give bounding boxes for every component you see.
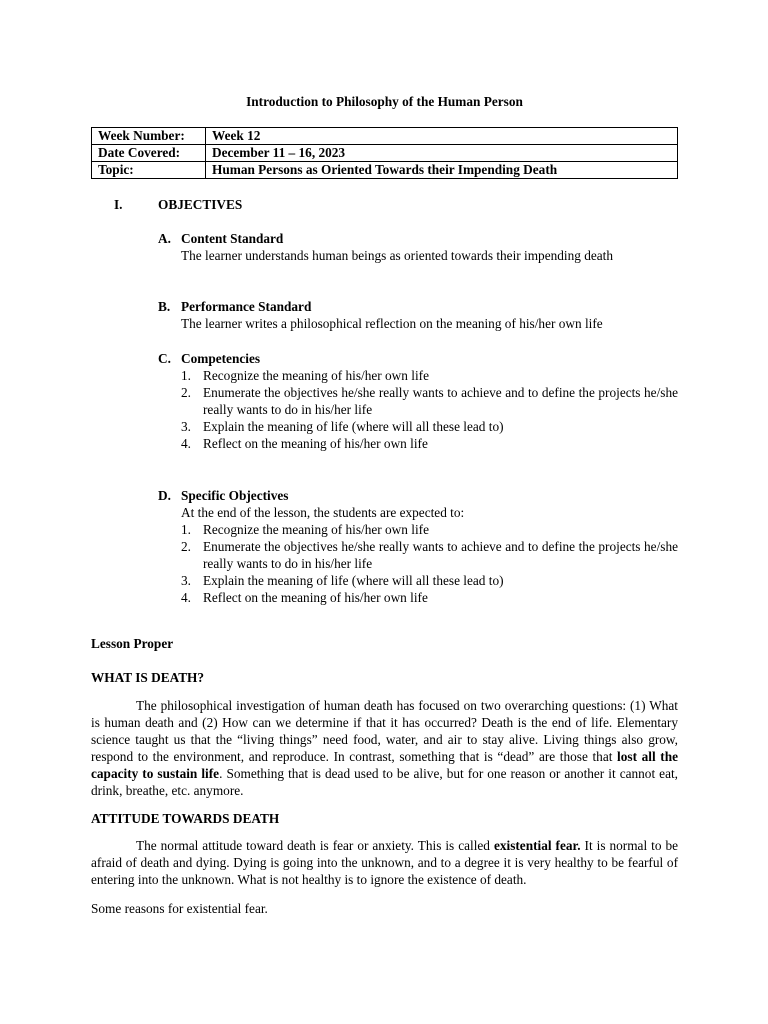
list-item-number: 4. — [181, 590, 191, 605]
document-title: Introduction to Philosophy of the Human Person — [246, 94, 523, 109]
lesson-proper-heading: Lesson Proper — [91, 636, 174, 651]
paragraph-emphasis: existential fear. — [493, 838, 581, 853]
list-item-number: 1. — [181, 368, 191, 383]
list-item-number: 4. — [181, 436, 191, 451]
death-section-heading: WHAT IS DEATH? — [91, 670, 205, 685]
list-item-number: 2. — [181, 539, 191, 554]
content-standard-text: The learner understands human beings as oriented towards their impending death — [181, 248, 614, 263]
attitude-section-closing: Some reasons for existential fear. — [91, 901, 268, 916]
paragraph-text: It is normal to be afraid of death and dying. Dying is going into the unknown, and to a degree it is very healthy to be fearful of entering into the unknown. What is not healthy is to ignore the existence of death. — [91, 838, 678, 887]
list-item: Explain the meaning of life (where will all these lead to) — [203, 419, 504, 434]
table-row — [92, 162, 678, 179]
content-standard-letter: A. — [158, 231, 171, 246]
specific-objectives-intro: At the end of the lesson, the students are expected to: — [181, 505, 465, 520]
week-number-label: Week Number: — [92, 128, 206, 145]
table-row — [92, 128, 678, 145]
list-item: Enumerate the objectives he/she really wants to achieve and to define the projects he/she really wants to do in his/her life — [203, 539, 678, 571]
performance-standard-text: The learner writes a philosophical reflection on the meaning of his/her own life — [181, 316, 603, 331]
paragraph-emphasis: lost all the capacity to sustain life — [91, 749, 678, 781]
performance-standard-letter: B. — [158, 299, 171, 314]
date-covered-value: December 11 – 16, 2023 — [206, 145, 678, 162]
death-section-paragraph — [91, 697, 678, 799]
paragraph-text: The philosophical investigation of human death has focused on two overarching questions: (1) What is human death and (2) How can we determine if that it has occurred? Death is the end of life. Elementary science taught us that the “living things” need food, water, and air to stay alive. Living things also grow, respond to the environment, and reproduce. In contrast, something that is “dead” are those that — [91, 698, 678, 764]
paragraph-text: The normal attitude toward death is fear or anxiety. This is called — [136, 838, 494, 853]
topic-label: Topic: — [92, 162, 206, 179]
week-number-value: Week 12 — [206, 128, 678, 145]
lesson-info-table — [91, 127, 678, 179]
list-item-number: 3. — [181, 419, 191, 434]
list-item: Enumerate the objectives he/she really wants to achieve and to define the projects he/she really wants to do in his/her life — [203, 385, 678, 417]
list-item-number: 1. — [181, 522, 191, 537]
list-item-number: 3. — [181, 573, 191, 588]
objectives-heading: OBJECTIVES — [158, 197, 243, 212]
list-item-number: 2. — [181, 385, 191, 400]
competencies-heading: Competencies — [181, 351, 261, 366]
content-standard-heading: Content Standard — [181, 231, 284, 246]
objectives-number: I. — [114, 197, 123, 212]
attitude-section-paragraph — [91, 837, 678, 888]
list-item: Recognize the meaning of his/her own life — [203, 522, 429, 537]
table-row — [92, 145, 678, 162]
competencies-letter: C. — [158, 351, 171, 366]
paragraph-text: . Something that is dead used to be alive, but for one reason or another it cannot eat, drink, breathe, etc. anymore. — [91, 766, 679, 798]
specific-objectives-letter: D. — [158, 488, 171, 503]
list-item: Reflect on the meaning of his/her own life — [203, 436, 428, 451]
topic-value: Human Persons as Oriented Towards their Impending Death — [206, 162, 678, 179]
specific-objectives-heading: Specific Objectives — [181, 488, 289, 503]
attitude-section-heading: ATTITUDE TOWARDS DEATH — [91, 811, 280, 826]
performance-standard-heading: Performance Standard — [181, 299, 312, 314]
list-item: Reflect on the meaning of his/her own life — [203, 590, 428, 605]
list-item: Explain the meaning of life (where will all these lead to) — [203, 573, 504, 588]
list-item: Recognize the meaning of his/her own life — [203, 368, 429, 383]
date-covered-label: Date Covered: — [92, 145, 206, 162]
